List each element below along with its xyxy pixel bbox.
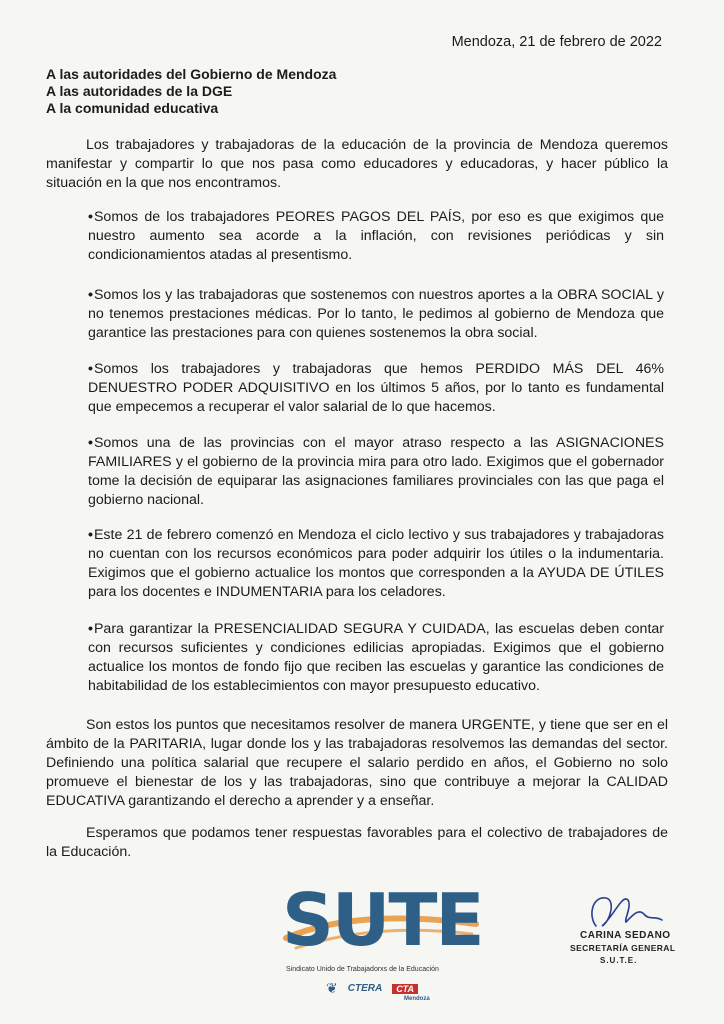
bullet-icon: • [88,527,93,543]
addressee-line: A las autoridades de la DGE [46,83,233,99]
addressee-line: A la comunidad educativa [46,100,219,116]
demand-item [88,434,664,510]
demand-item [88,208,664,265]
addressee-line: A las autoridades del Gobierno de Mendoza [46,66,337,82]
bullet-icon: • [88,287,93,303]
logo-wordmark: SUTE [282,878,483,962]
ctera-logo: CTERA [347,983,383,994]
demand-text: Para garantizar la PRESENCIALIDAD SEGURA Y CUIDADA, las escuelas deben contar con recursos suficientes y condiciones edilicias apropiadas. Exigimos que el gobierno actualice los montos de fondo fijo que reciben las escuelas y garantice las condiciones de habitabilidad de los establecimientos con mayor presupuesto educativo. [88,621,664,694]
bullet-icon: • [88,621,93,637]
union-emblem-icon: ❦ [326,980,338,996]
logo-subtitle: Sindicato Unido de Trabajadorxs de la Educación [286,966,439,973]
bullet-icon: • [88,209,93,225]
intro-paragraph: Los trabajadores y trabajadoras de la educación de la provincia de Mendoza queremos manifestar y compartir lo que nos pasa como educadores y educadoras, y hacer público la situación en la que nos encontramos. [46,137,668,191]
region-label: Mendoza [404,996,430,1002]
demand-item [88,360,664,417]
demand-text: Este 21 de febrero comenzó en Mendoza el ciclo lectivo y sus trabajadores y trabajadoras no cuentan con los recursos económicos para poder adquirir los útiles o la indumentaria. Exigimos que el gobierno actualice los montos que corresponden a la AYUDA DE ÚTILES para los docentes e INDUMENTARIA para los celadores. [88,527,664,600]
final-paragraph: Esperamos que podamos tener respuestas favorables para el colectivo de trabajadores de la Educación. [46,825,668,860]
closing-paragraph: Son estos los puntos que necesitamos resolver de manera URGENTE, y tiene que ser en el ámbito de la PARITARIA, lugar donde los y las trabajadoras resolvemos las demandas del sector. Definiendo una política salarial que recupere el salario perdido en años, el Gobierno no solo promueve el bienestar de los y las trabajadoras, sino que contribuye a mejorar la CALIDAD EDUCATIVA garantizando el derecho a aprender y a enseñar. [46,717,668,809]
signatory-name: CARINA SEDANO [580,930,671,941]
signature-block [566,886,696,976]
bullet-icon: • [88,361,93,377]
sute-logo [276,880,486,1010]
demand-text: Somos una de las provincias con el mayor atraso respecto a las ASIGNACIONES FAMILIARES y el gobierno de la provincia mira para otro lado. Exigimos que el gobernador tome la decisión de equiparar las asignaciones familiares provinciales con las que paga el gobierno nacional. [88,435,664,508]
addressee-block [46,66,336,117]
partner-logos [326,980,418,997]
signatory-org: S.U.T.E. [600,956,638,965]
demand-text: Somos los trabajadores y trabajadoras que hemos PERDIDO MÁS DEL 46% DENUESTRO PODER ADQUISITIVO en los últimos 5 años, por lo tanto es fundamental que empecemos a recuperar el valor salarial de lo que hacemos. [88,361,664,415]
demand-text: Somos de los trabajadores PEORES PAGOS DEL PAÍS, por eso es que exigimos que nuestro aumento sea acorde a la inflación, con revisiones periódicas y sin condicionamientos atadas al presentismo. [88,209,664,263]
letter-date: Mendoza, 21 de febrero de 2022 [451,34,662,50]
demand-item [88,286,664,343]
demand-item [88,526,664,602]
cta-logo: CTA [392,984,418,994]
bullet-icon: • [88,435,93,451]
signatory-role: SECRETARÍA GENERAL [570,943,676,953]
demand-item [88,620,664,696]
demand-text: Somos los y las trabajadoras que sostenemos con nuestros aportes a la OBRA SOCIAL y no tenemos prestaciones médicas. Por lo tanto, le pedimos al gobierno de Mendoza que garantice las prestaciones para con quienes sostenemos la obra social. [88,287,664,341]
